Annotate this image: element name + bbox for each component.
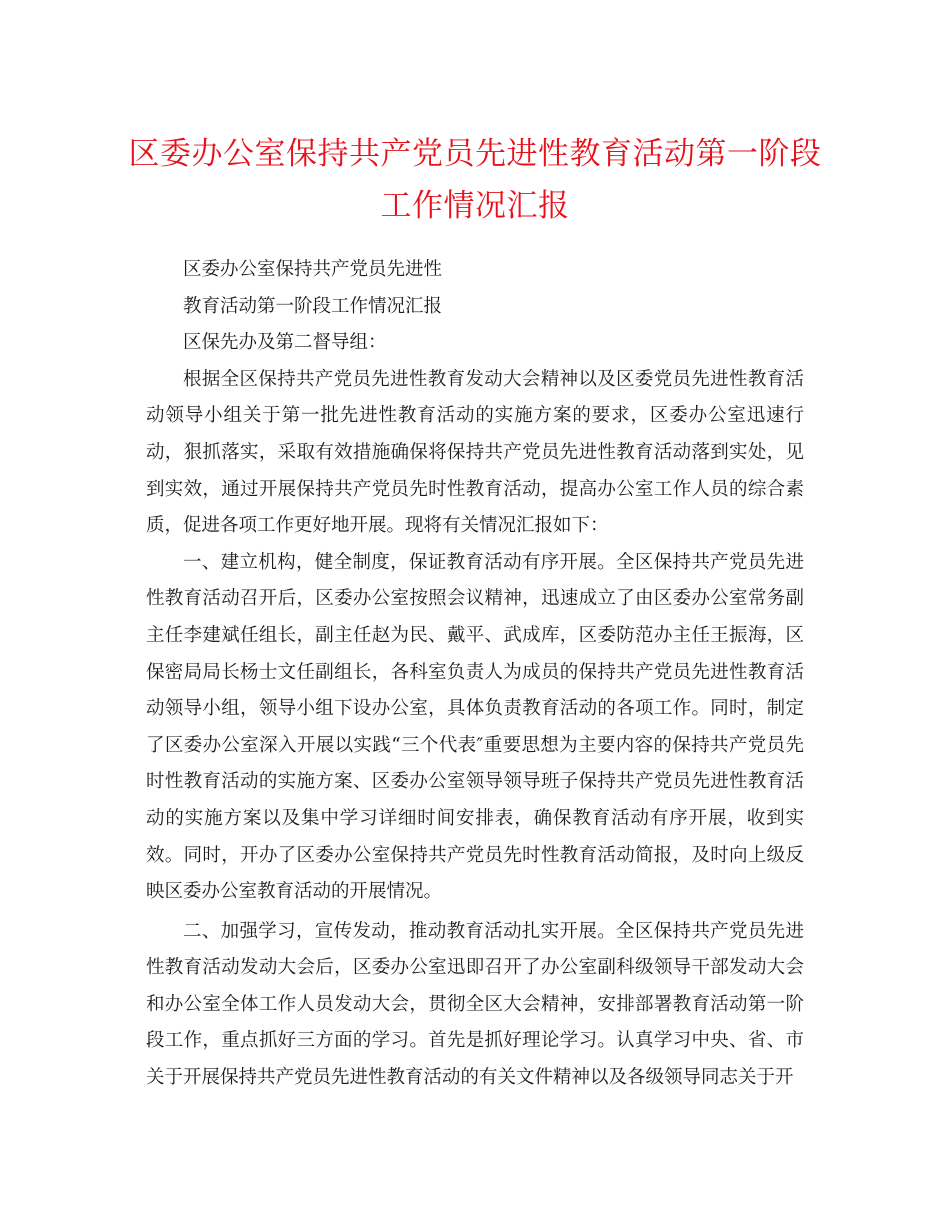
paragraph-intro: 根据全区保持共产党员先进性教育发动大会精神以及区委党员先进性教育活动领导小组关于第一批先进性教育活动的实施方案的要求，区委办公室迅速行动，狠抓落实，采取有效措施确保将保持共产党员先进性教育活动落到实处，见到实效，通过开展保持共产党员先时性教育活动，提高办公室工作人员的综合素质，促进各项工作更好地开展。现将有关情况汇报如下： xyxy=(146,368,804,537)
salutation: 区保先办及第二督导组： xyxy=(183,332,387,354)
document-title: 区委办公室保持共产党员先进性教育活动第一阶段工作情况汇报 xyxy=(128,136,822,224)
heading-line-2: 教育活动第一阶段工作情况汇报 xyxy=(183,295,443,317)
paragraph-section-1: 一、建立机构，健全制度，保证教育活动有序开展。全区保持共产党员先进性教育活动召开后，区委办公室按照会议精神，迅速成立了由区委办公室常务副主任李建斌任组长，副主任赵为民、戴平、武成库，区委防范办主任王振海，区保密局局长杨士文任副组长，各科室负责人为成员的保持共产党员先进性教育活动领导小组，领导小组下设办公室，具体负责教育活动的各项工作。同时，制定了区委办公室深入开展以实践“三个代表″重要思想为主要内容的保持共产党员先时性教育活动的实施方案、区委办公室领导领导班子保持共产党员先进性教育活动的实施方案以及集中学习详细时间安排表，确保教育活动有序开展，收到实效。同时，开办了区委办公室保持共产党员先时性教育活动简报，及时向上级反映区委办公室教育活动的开展情况。 xyxy=(146,551,804,903)
paragraph-section-2: 二、加强学习，宣传发动，推动教育活动扎实开展。全区保持共产党员先进性教育活动发动大会后，区委办公室迅即召开了办公室副科级领导干部发动大会和办公室全体工作人员发动大会，贯彻全区大会精神，安排部署教育活动第一阶段工作，重点抓好三方面的学习。首先是抓好理论学习。认真学习中央、省、市关于开展保持共产党员先进性教育活动的有关文件精神以及各级领导同志关于开 xyxy=(146,920,804,1089)
heading-line-1: 区委办公室保持共产党员先进性 xyxy=(183,259,443,280)
document-body xyxy=(146,252,804,1097)
